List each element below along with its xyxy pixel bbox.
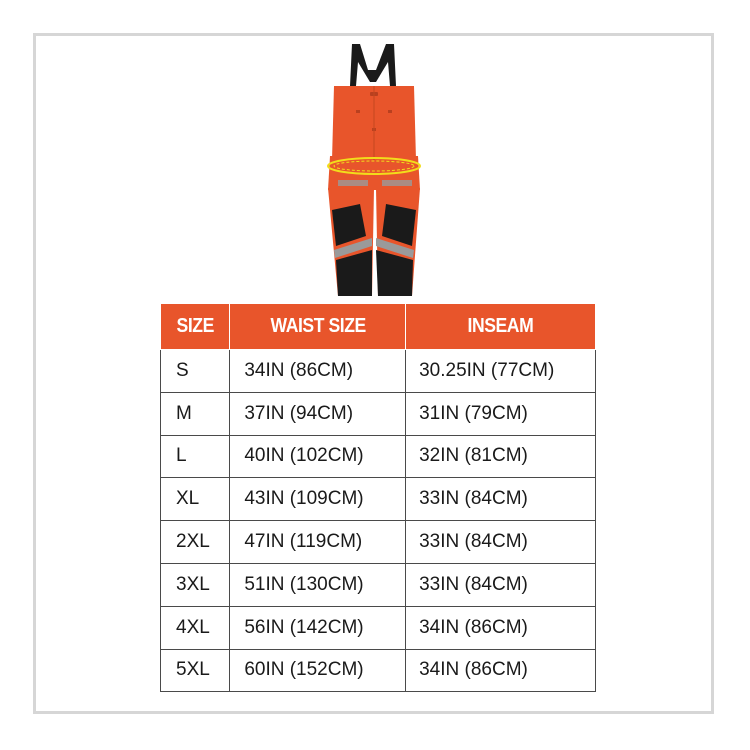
table-row	[161, 649, 596, 692]
cell-waist: 47IN (119CM)	[230, 521, 406, 564]
table-row	[161, 478, 596, 521]
suspender-straps	[350, 44, 396, 86]
cell-size: L	[161, 435, 230, 478]
cell-size: 2XL	[161, 521, 230, 564]
cell-waist: 60IN (152CM)	[230, 649, 406, 692]
bib-overalls-illustration	[316, 40, 432, 298]
cell-size: 3XL	[161, 563, 230, 606]
table-row	[161, 521, 596, 564]
cell-size: 5XL	[161, 649, 230, 692]
cell-waist: 34IN (86CM)	[230, 350, 406, 393]
cell-inseam: 34IN (86CM)	[406, 649, 596, 692]
cell-inseam: 31IN (79CM)	[406, 392, 596, 435]
table-row	[161, 563, 596, 606]
table-row	[161, 606, 596, 649]
cell-size: 4XL	[161, 606, 230, 649]
cell-waist: 37IN (94CM)	[230, 392, 406, 435]
cell-inseam: 33IN (84CM)	[406, 521, 596, 564]
cell-waist: 51IN (130CM)	[230, 563, 406, 606]
header-size: SIZE	[161, 304, 230, 350]
header-waist-size: WAIST SIZE	[230, 304, 406, 350]
table-header-row	[161, 304, 596, 350]
cell-inseam: 33IN (84CM)	[406, 478, 596, 521]
cell-size: M	[161, 392, 230, 435]
table-row	[161, 435, 596, 478]
cell-waist: 40IN (102CM)	[230, 435, 406, 478]
cell-inseam: 33IN (84CM)	[406, 563, 596, 606]
cell-size: S	[161, 350, 230, 393]
table-row	[161, 392, 596, 435]
cell-inseam: 34IN (86CM)	[406, 606, 596, 649]
cell-inseam: 32IN (81CM)	[406, 435, 596, 478]
header-inseam: INSEAM	[406, 304, 596, 350]
cell-waist: 43IN (109CM)	[230, 478, 406, 521]
cell-size: XL	[161, 478, 230, 521]
size-chart-table	[160, 303, 596, 692]
table-row	[161, 350, 596, 393]
cell-waist: 56IN (142CM)	[230, 606, 406, 649]
cell-inseam: 30.25IN (77CM)	[406, 350, 596, 393]
